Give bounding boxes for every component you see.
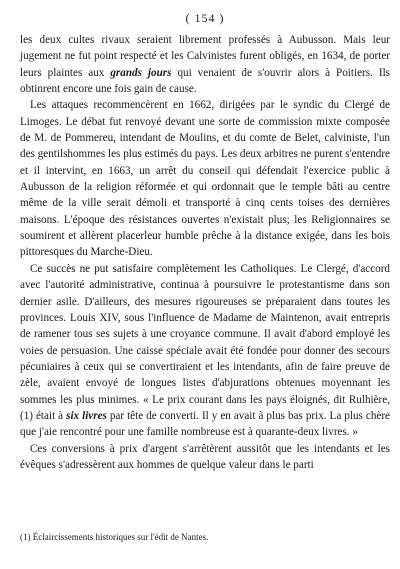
text-run: par tête de converti. Il y en avait à plus bas prix. La plus chère que j'aie rencontré pour une famille nombreuse est à quarante-deux livres. » — [20, 409, 390, 439]
footnote: (1) Éclaircissements historiques sur l'édit de Nantes. — [20, 532, 209, 542]
paragraph — [20, 32, 390, 97]
body-text — [20, 32, 390, 473]
paragraph — [20, 261, 390, 441]
text-run: Ces conversions à prix d'argent s'arrêtèrent aussitôt que les intendants et les évêques s'adressèrent aux hommes de quelque valeur dans le parti — [20, 442, 390, 471]
italic-phrase: six livres — [66, 409, 107, 422]
text-run: les deux cultes rivaux seraient librement professés à Aubusson. Mais leur jugement ne fut point respecté et les Calvinistes furent obligés, en 1634, de porter leurs plaintes aux — [20, 34, 390, 79]
text-run: Les attaques recommencèrent en 1662, dirigées par le syndic du Clergé de Limoges. Le débat fut renvoyé devant une sorte de commission mixte composée de M. de Pommereu, intendant de Moulins, et du comte de Belet, calviniste, l'un des gentilshommes les plus estimés du pays. Les deux arbitres ne purent s'entendre et il intervint, en 1663, un arrêt du conseil qui défendait l'exercice public à Aubusson de la religion réformée et qui ordonnait que le temple bâti au centre même de la ville serait démoli et transporté à cinq cents toises des dernières maisons. L'époque des résistances ouvertes n'existait plus; les Religionnaires se soumirent et allèrent placerleur humble prêche à la distance exigée, dans les bois pittoresques du Marche-Dieu. — [20, 99, 390, 259]
page-number: ( 154 ) — [185, 11, 225, 25]
paragraph — [20, 441, 390, 474]
italic-phrase: grands jours — [110, 66, 172, 79]
text-run: qui venaient de s'ouvrir alors à Poitiers. Ils obtinrent encore une fois gain de cause. — [20, 66, 390, 96]
paragraph — [20, 97, 390, 260]
text-run: Ce succès ne put satisfaire complètement les Catholiques. Le Clergé, d'accord avec l'autorité administrative, continua à poursuivre le protestantisme dans son dernier asile. D'ailleurs, des mesures rigoureuses se préparaient dans toutes les provinces. Louis XIV, sous l'influence de Madame de Maintenon, avait entrepris de ramener tous ses sujets à une croyance commune. Il avait d'abord employé les voies de persuasion. Une caisse spéciale avait été fondée pour donner des secours pécuniaires à ceux qui se convertiraient et les intendants, afin de faire preuve de zèle, avaient envoyé de longues listes d'abjurations obtenues moyennant les sommes les plus minimes. « Le prix courant dans les pays éloignés, dit Rulhière, (1) était à — [20, 262, 390, 422]
